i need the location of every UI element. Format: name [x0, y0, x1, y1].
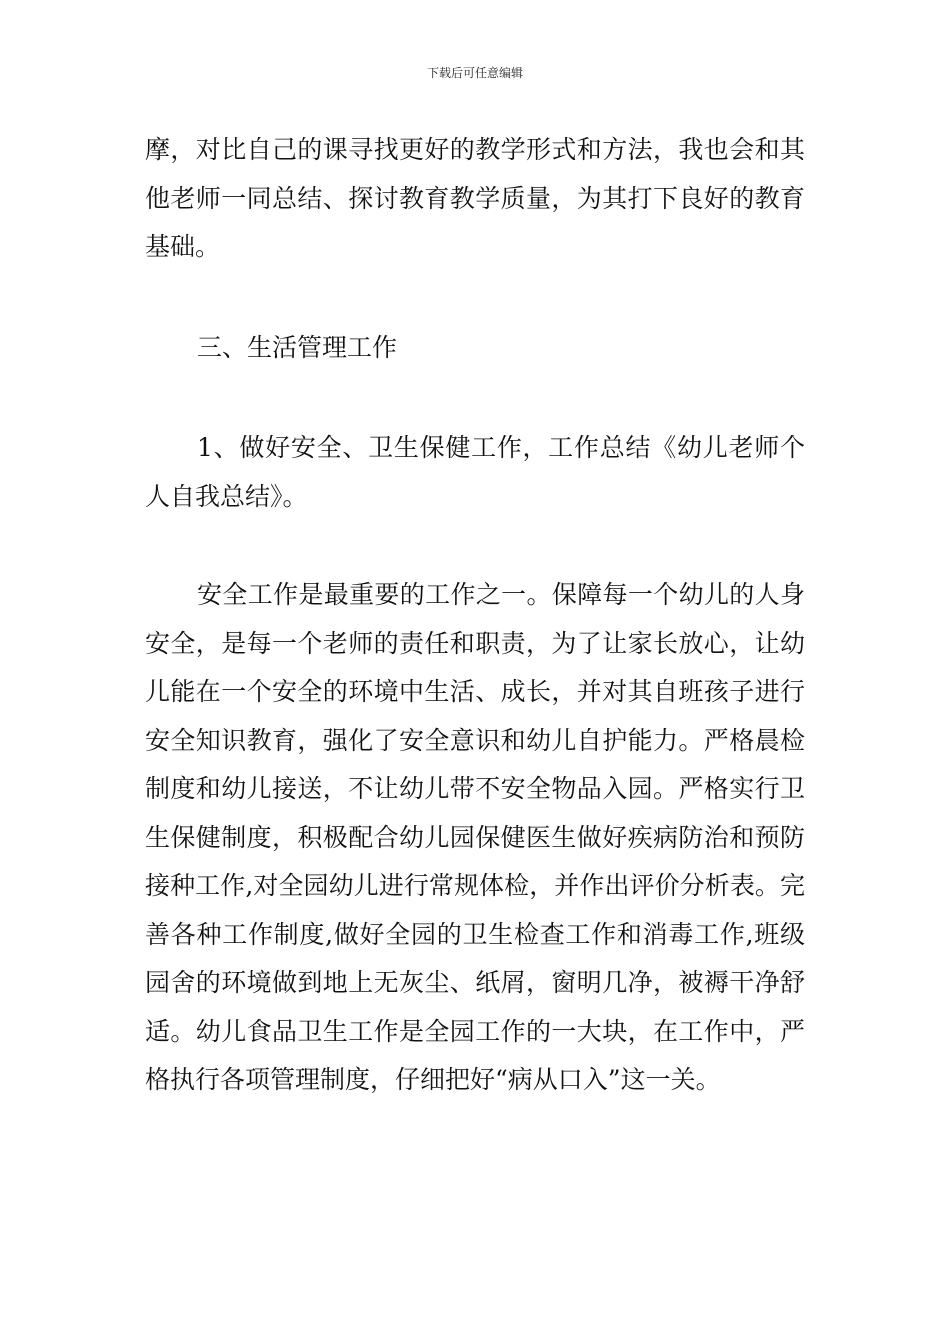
subsection-heading: 1、做好安全、卫生保健工作，工作总结《幼儿老师个人自我总结》。 [145, 433, 805, 511]
document-body [145, 126, 805, 1105]
page-header-note: 下载后可任意编辑 [426, 66, 523, 80]
section-heading: 三、生活管理工作 [197, 332, 398, 362]
paragraph-safety-work: 安全工作是最重要的工作之一。保障每一个幼儿的人身安全，是每一个老师的责任和职责，为了让家长放心，让幼儿能在一个安全的环境中生活、成长，并对其自班孩子进行安全知识教育，强化了安全意识和幼儿自护能力。严格晨检制度和幼儿接送，不让幼儿带不安全物品入园。严格实行卫生保健制度，积极配合幼儿园保健医生做好疾病防治和预防接种工作,对全园幼儿进行常规体检，并作出评价分析表。完善各种工作制度,做好全园的卫生检查工作和消毒工作,班级园舍的环境做到地上无灰尘、纸屑，窗明几净，被褥干净舒适。幼儿食品卫生工作是全园工作的一大块，在工作中，严格执行各项管理制度，仔细把好“病从口入”这一关。 [145, 580, 805, 1094]
paragraph-continuation: 摩，对比自己的课寻找更好的教学形式和方法，我也会和其他老师一同总结、探讨教育教学质量，为其打下良好的教育基础。 [145, 135, 805, 261]
